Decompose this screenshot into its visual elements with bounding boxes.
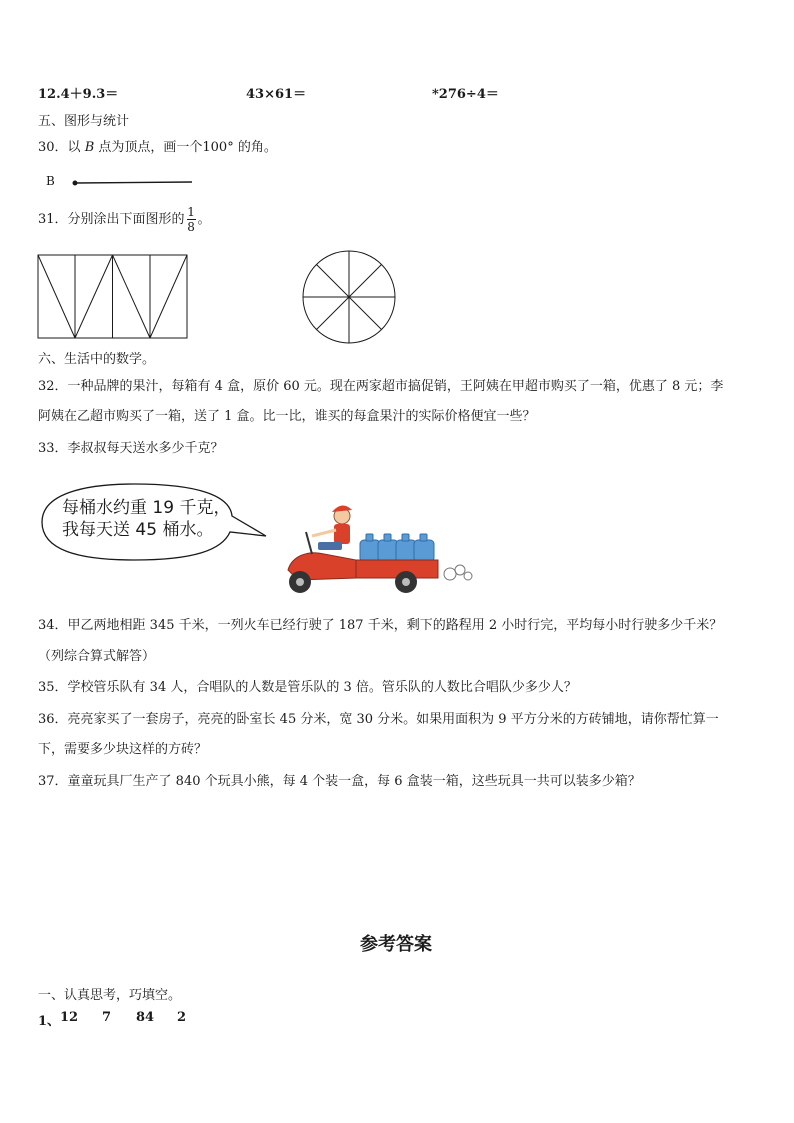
- ray-from-b: [70, 178, 196, 188]
- answer-1-value-1: 12: [60, 1010, 79, 1025]
- answers-section-1: 一、认真思考，巧填空。: [38, 988, 182, 1003]
- section-6-title: 六、生活中的数学。: [38, 352, 156, 367]
- q31-text: 31．分别涂出下面图形的: [38, 212, 185, 227]
- bubble-line-1: 每桶水约重 19 千克，: [62, 498, 231, 518]
- question-32-line-1: 32．一种品牌的果汁，每箱有 4 盒，原价 60 元。现在两家超市搞促销，王阿姨在甲超市购买了一箱，优惠了 8 元；李: [38, 379, 724, 394]
- answer-1-number: 1、: [38, 1014, 61, 1029]
- question-36-line-2: 下，需要多少块这样的方砖？: [38, 742, 208, 757]
- q31-tail: 。: [197, 212, 211, 227]
- frac-numerator: 1: [187, 205, 195, 219]
- answer-1-value-3: 84: [136, 1010, 155, 1025]
- section-5-title: 五、图形与统计: [38, 114, 130, 129]
- rectangle-figure: [37, 254, 189, 340]
- fraction-one-eighth: [187, 206, 196, 233]
- circle-figure: [300, 250, 398, 344]
- point-b-label: B: [46, 174, 55, 188]
- question-35: 35．学校管乐队有 34 人，合唱队的人数是管乐队的 3 倍。管乐队的人数比合唱队少多少人？: [38, 680, 577, 695]
- answers-title: 参考答案: [360, 934, 432, 955]
- question-34-line-1: 34．甲乙两地相距 345 千米，一列火车已经行驶了 187 千米，剩下的路程用 2 小时行完，平均每小时行驶多少千米？: [38, 618, 723, 633]
- calc-item-2: 43×61＝: [246, 87, 307, 102]
- calc-item-1: 12.4＋9.3＝: [38, 87, 119, 102]
- calc-item-3: *276÷4＝: [432, 87, 499, 102]
- question-33: 33．李叔叔每天送水多少千克？: [38, 441, 224, 456]
- q30-text-post: 点为顶点，画一个100° 的角。: [94, 140, 277, 155]
- question-32-line-2: 阿姨在乙超市购买了一箱，送了 1 盒。比一比，谁买的每盒果汁的实际价格便宜一些？: [38, 409, 536, 424]
- question-31: [38, 206, 211, 234]
- answer-1-value-4: 2: [177, 1010, 187, 1025]
- delivery-tricycle-illustration: [278, 498, 478, 598]
- question-37: 37．童童玩具厂生产了 840 个玩具小熊，每 4 个装一盒，每 6 盒装一箱，这些玩具一共可以装多少箱？: [38, 774, 641, 789]
- q30-var: B: [84, 140, 95, 155]
- question-36-line-1: 36．亮亮家买了一套房子，亮亮的卧室长 45 分米，宽 30 分米。如果用面积为 9 平方分米的方砖铺地，请你帮忙算一: [38, 712, 719, 727]
- answer-1-value-2: 7: [102, 1010, 112, 1025]
- question-34-line-2: （列综合算式解答）: [38, 649, 156, 664]
- bubble-line-2: 我每天送 45 桶水。: [62, 520, 214, 540]
- q30-text-pre: 30．以: [38, 140, 85, 155]
- question-30: [38, 136, 277, 155]
- frac-denominator: 8: [187, 220, 195, 234]
